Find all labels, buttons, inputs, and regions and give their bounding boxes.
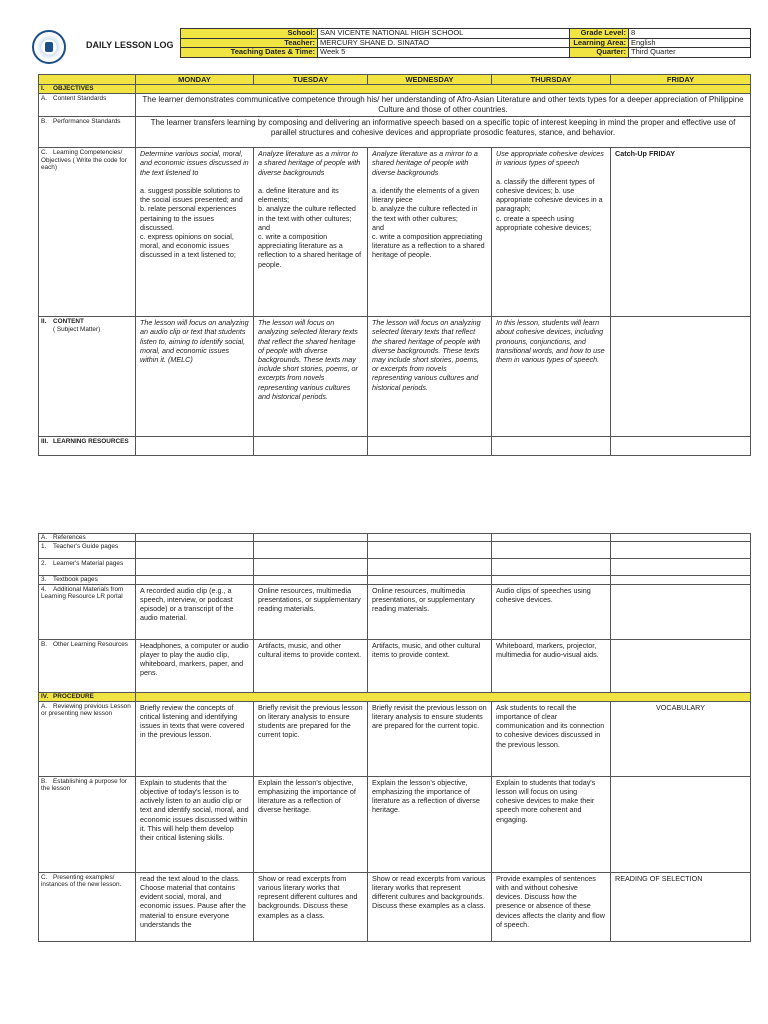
procedure-heading-row	[39, 692, 751, 701]
school-label: School:	[181, 29, 318, 39]
teacher-guide-row	[39, 542, 751, 559]
teacher-row	[181, 38, 751, 48]
content-wednesday: The lesson will focus on analyzing selected literary texts that reflect the shared heritage of people with diverse backgrounds. These texts may include short stories, poems, or excerpts from novels representing various cultures and historical periods.	[368, 317, 492, 437]
reviewing-tuesday: Briefly revisit the previous lesson on literary analysis to ensure students are prepared for the current topic.	[254, 701, 368, 776]
resources-monday	[136, 437, 254, 456]
purpose-friday	[611, 776, 751, 872]
day-tuesday: TUESDAY	[254, 75, 368, 85]
learner-material-label: 2. Learner's Material pages	[39, 559, 136, 576]
dates-row	[181, 48, 751, 58]
additional-monday: A recorded audio clip (e.g., a speech, interview, or podcast episode) or a transcript of the audio material.	[136, 584, 254, 639]
competency-friday: Catch-Up FRIDAY	[611, 148, 751, 317]
tb-tuesday	[254, 576, 368, 584]
quarter-label: Quarter:	[570, 48, 629, 58]
objectives-heading: I. OBJECTIVES	[39, 85, 136, 94]
examples-label: C. Presenting examples/ instances of the new lesson.	[39, 872, 136, 941]
performance-standards-row	[39, 117, 751, 148]
learner-material-row	[39, 559, 751, 576]
teacher-guide-label: 1. Teacher's Guide pages	[39, 542, 136, 559]
day-monday: MONDAY	[136, 75, 254, 85]
resources-thursday	[492, 437, 611, 456]
content-standards-row	[39, 94, 751, 117]
day-header-row	[39, 75, 751, 85]
lm-monday	[136, 559, 254, 576]
ref-thursday	[492, 534, 611, 542]
reviewing-label: A. Reviewing previous Lesson or presenting new lesson	[39, 701, 136, 776]
teacher-value: MERCURY SHANE D. SINATAO	[318, 38, 570, 48]
corner-cell	[39, 75, 136, 85]
teaching-dates-label: Teaching Dates & Time:	[181, 48, 318, 58]
reviewing-row	[39, 701, 751, 776]
grade-level-label: Grade Level:	[570, 29, 629, 39]
objectives-heading-fill	[136, 85, 751, 94]
examples-wednesday: Show or read excerpts from various literary works that represent different cultures and backgrounds. Discuss these examples as a class.	[368, 872, 492, 941]
school-info-table	[180, 28, 751, 58]
lm-friday	[611, 559, 751, 576]
additional-thursday: Audio clips of speeches using cohesive devices.	[492, 584, 611, 639]
purpose-wednesday: Explain the lesson's objective, emphasizing the importance of literature as a reflection of diverse heritage.	[368, 776, 492, 872]
lesson-grid-upper	[38, 74, 751, 456]
lesson-grid-lower	[38, 533, 751, 942]
reviewing-friday: VOCABULARY	[611, 701, 751, 776]
school-row	[181, 29, 751, 39]
content-row	[39, 317, 751, 437]
lm-wednesday	[368, 559, 492, 576]
examples-tuesday: Show or read excerpts from various literary works that represent different cultures and backgrounds. Discuss these examples as a class.	[254, 872, 368, 941]
tg-thursday	[492, 542, 611, 559]
tb-friday	[611, 576, 751, 584]
grade-level-value: 8	[629, 29, 751, 39]
other-resources-row	[39, 639, 751, 692]
school-value: SAN VICENTE NATIONAL HIGH SCHOOL	[318, 29, 570, 39]
deped-seal-icon	[32, 30, 66, 64]
day-friday: FRIDAY	[611, 75, 751, 85]
competency-tuesday: Analyze literature as a mirror to a shared heritage of people with diverse backgrounds a. define literature and its elements; b. analyze the culture reflected in the text with other cultures; and c. write a composition appreciating literature as a reflection to a shared heritage of people.	[254, 148, 368, 317]
learning-area-value: English	[629, 38, 751, 48]
tg-wednesday	[368, 542, 492, 559]
additional-wednesday: Online resources, multimedia presentations, or supplementary reading materials.	[368, 584, 492, 639]
purpose-tuesday: Explain the lesson's objective, emphasizing the importance of literature as a reflection of diverse heritage.	[254, 776, 368, 872]
examples-friday: READING OF SELECTION	[611, 872, 751, 941]
resources-friday	[611, 437, 751, 456]
purpose-label: B. Establishing a purpose for the lesson	[39, 776, 136, 872]
ref-monday	[136, 534, 254, 542]
references-row	[39, 534, 751, 542]
competency-thursday: Use appropriate cohesive devices in various types of speech a. classify the different types of cohesive devices; b. use appropriate cohesive devices in a paragraph; c. create a speech using appropriate cohesive devices;	[492, 148, 611, 317]
additional-tuesday: Online resources, multimedia presentations, or supplementary reading materials.	[254, 584, 368, 639]
textbook-row	[39, 576, 751, 584]
ref-friday	[611, 534, 751, 542]
teacher-label: Teacher:	[181, 38, 318, 48]
quarter-value: Third Quarter	[629, 48, 751, 58]
other-thursday: Whiteboard, markers, projector, multimedia for audio-visual aids.	[492, 639, 611, 692]
textbook-label: 3. Textbook pages	[39, 576, 136, 584]
performance-standards-text: The learner transfers learning by composing and delivering an informative speech based on a specific topic of interest keeping in mind the proper and effective use of parallel structures and cohesive devices and appropriate prosodic features, stance, and behavior.	[136, 117, 751, 148]
learning-area-label: Learning Area:	[570, 38, 629, 48]
resources-wednesday	[368, 437, 492, 456]
document-title: DAILY LESSON LOG	[86, 40, 174, 50]
other-resources-label: B. Other Learning Resources	[39, 639, 136, 692]
tg-monday	[136, 542, 254, 559]
procedure-heading: IV. PROCEDURE	[39, 692, 136, 701]
content-standards-text: The learner demonstrates communicative competence through his/ her understanding of Afro-Asian Literature and other texts types for a deeper appreciation of Philippine Culture and those of other countries.	[136, 94, 751, 117]
lm-thursday	[492, 559, 611, 576]
ref-wednesday	[368, 534, 492, 542]
purpose-monday: Explain to students that the objective of today's lesson is to actively listen to an audio clip or text and identify social, moral, and economic issues discussed within it. This will help them develop their critical listening skills.	[136, 776, 254, 872]
reviewing-wednesday: Briefly revisit the previous lesson on literary analysis to ensure students are prepared for the current topic.	[368, 701, 492, 776]
other-wednesday: Artifacts, music, and other cultural items to provide context.	[368, 639, 492, 692]
reviewing-monday: Briefly review the concepts of critical listening and identifying issues in texts that were covered in the previous lesson.	[136, 701, 254, 776]
objectives-heading-row	[39, 85, 751, 94]
content-friday	[611, 317, 751, 437]
competency-wednesday: Analyze literature as a mirror to a shared heritage of people with diverse backgrounds a. identify the elements of a given literary piece b. analyze the culture reflected in the text with other cultures; and c. write a composition appreciating literature as a reflection to a shared heritage of people.	[368, 148, 492, 317]
competencies-row	[39, 148, 751, 317]
tg-friday	[611, 542, 751, 559]
examples-monday: read the text aloud to the class. Choose material that contains evident social, moral, and economic issues. Pause after the material to ensure everyone understands the	[136, 872, 254, 941]
purpose-thursday: Explain to students that today's lesson will focus on using cohesive devices to make their speech more coherent and engaging.	[492, 776, 611, 872]
ref-tuesday	[254, 534, 368, 542]
tb-thursday	[492, 576, 611, 584]
examples-thursday: Provide examples of sentences with and without cohesive devices. Discuss how the presence or absence of these devices affects the clarity and flow of speech.	[492, 872, 611, 941]
additional-materials-row	[39, 584, 751, 639]
tb-monday	[136, 576, 254, 584]
performance-standards-label: B. Performance Standards	[39, 117, 136, 148]
additional-friday	[611, 584, 751, 639]
tg-tuesday	[254, 542, 368, 559]
day-thursday: THURSDAY	[492, 75, 611, 85]
content-standards-label: A. Content Standards	[39, 94, 136, 117]
competency-monday: Determine various social, moral, and economic issues discussed in the text listened to a. suggest possible solutions to the social issues presented; and b. relate personal experiences pertaining to the issues discussed. c. express opinions on social, moral, and economic issues discussed in a text listened to;	[136, 148, 254, 317]
additional-materials-label: 4. Additional Materials from Learning Resource LR portal	[39, 584, 136, 639]
references-label: A. References	[39, 534, 136, 542]
content-thursday: In this lesson, students will learn about cohesive devices, including pronouns, conjunctions, and transitional words, and how to use them in various types of speech.	[492, 317, 611, 437]
resources-tuesday	[254, 437, 368, 456]
other-tuesday: Artifacts, music, and other cultural items to provide context.	[254, 639, 368, 692]
competencies-label: C. Learning Competencies/ Objectives ( Write the code for each)	[39, 148, 136, 317]
learning-resources-row	[39, 437, 751, 456]
lm-tuesday	[254, 559, 368, 576]
other-friday	[611, 639, 751, 692]
other-monday: Headphones, a computer or audio player to play the audio clip, whiteboard, markers, paper, and pens.	[136, 639, 254, 692]
tb-wednesday	[368, 576, 492, 584]
procedure-heading-fill	[136, 692, 751, 701]
teaching-dates-value: Week 5	[318, 48, 570, 58]
learning-resources-heading: III. LEARNING RESOURCES	[39, 437, 136, 456]
content-label: II. CONTENT ( Subject Matter)	[39, 317, 136, 437]
examples-row	[39, 872, 751, 941]
purpose-row	[39, 776, 751, 872]
content-monday: The lesson will focus on analyzing an audio clip or text that students listen to, aiming to identify social, moral, and economic issues within it. (MELC)	[136, 317, 254, 437]
day-wednesday: WEDNESDAY	[368, 75, 492, 85]
reviewing-thursday: Ask students to recall the importance of clear communication and its connection to cohesive devices discussed in the previous lesson.	[492, 701, 611, 776]
content-tuesday: The lesson will focus on analyzing selected literary texts that reflect the shared heritage of people with diverse backgrounds. These texts may include short stories, poems, or excerpts from novels representing various cultures and historical periods.	[254, 317, 368, 437]
